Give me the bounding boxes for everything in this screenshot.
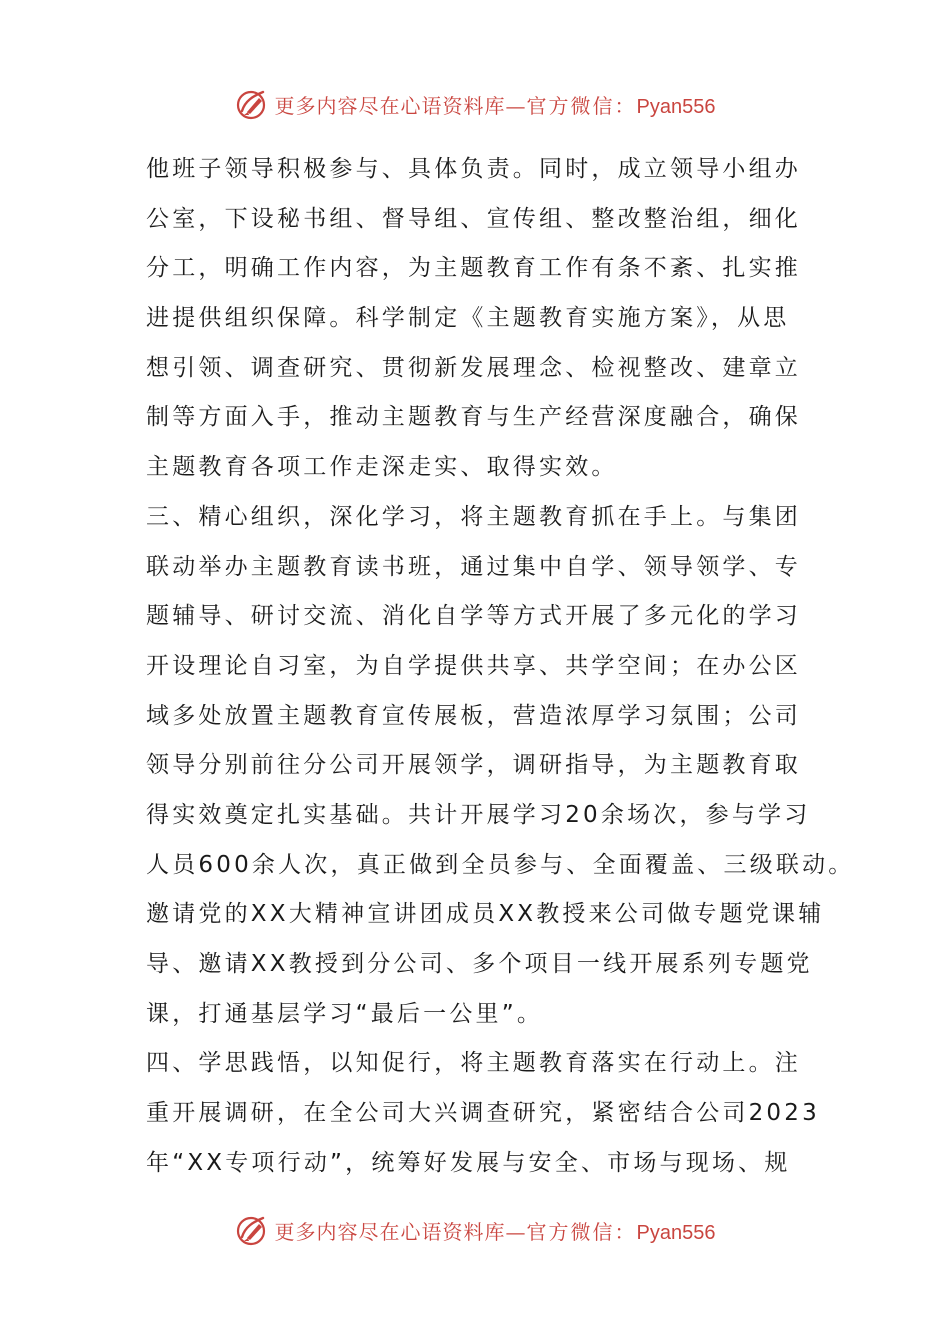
text-line: 想引领、调查研究、贯彻新发展理念、检视整改、建章立 <box>146 354 801 381</box>
document-body <box>146 145 855 1188</box>
section-heading-line: 四、学思践悟，以知促行，将主题教育落实在行动上。注 <box>146 1050 801 1077</box>
text-line: 导、邀请XX教授到分公司、多个项目一线开展系列专题党 <box>146 951 813 977</box>
text-line: 联动举办主题教育读书班，通过集中自学、领导领学、专 <box>146 553 801 580</box>
text-line: 公室，下设秘书组、督导组、宣传组、整改整治组，细化 <box>146 205 801 232</box>
text-line: 域多处放置主题教育宣传展板，营造浓厚学习氛围；公司 <box>146 702 801 729</box>
text-line: 分工，明确工作内容，为主题教育工作有条不紊、扎实推 <box>146 255 801 282</box>
text-line: 重开展调研，在全公司大兴调查研究，紧密结合公司2023 <box>146 1100 820 1127</box>
text-line: 人员600余人次，真正做到全员参与、全面覆盖、三级联动。 <box>146 851 855 878</box>
text-line: 邀请党的XX大精神宣讲团成员XX教授来公司做专题党课辅 <box>146 901 825 928</box>
text-line: 进提供组织保障。科学制定《主题教育实施方案》，从思 <box>146 305 790 332</box>
header-banner <box>0 82 950 126</box>
text-line: 他班子领导积极参与、具体负责。同时，成立领导小组办 <box>146 156 801 182</box>
pen-seal-icon <box>235 87 269 121</box>
text-line: 制等方面入手，推动主题教育与生产经营深度融合，确保 <box>146 404 801 431</box>
text-line: 主题教育各项工作走深走实、取得实效。 <box>146 454 618 481</box>
footer-banner <box>0 1208 950 1252</box>
footer-banner-text: 更多内容尽在心语资料库—官方微信：Pyan556 <box>274 1219 716 1244</box>
header-banner-text: 更多内容尽在心语资料库—官方微信：Pyan556 <box>274 93 716 118</box>
text-line: 年“XX专项行动”，统筹好发展与安全、市场与现场、规 <box>146 1149 791 1176</box>
text-line: 题辅导、研讨交流、消化自学等方式开展了多元化的学习 <box>146 603 801 630</box>
pen-seal-icon <box>235 1213 269 1247</box>
text-line: 得实效奠定扎实基础。共计开展学习20余场次，参与学习 <box>146 801 811 828</box>
text-line: 领导分别前往分公司开展领学，调研指导，为主题教育取 <box>146 752 801 779</box>
text-line: 开设理论自习室，为自学提供共享、共学空间；在办公区 <box>146 652 801 679</box>
text-line: 课，打通基层学习“最后一公里”。 <box>146 1000 544 1027</box>
section-heading-line: 三、精心组织，深化学习，将主题教育抓在手上。与集团 <box>146 503 801 530</box>
